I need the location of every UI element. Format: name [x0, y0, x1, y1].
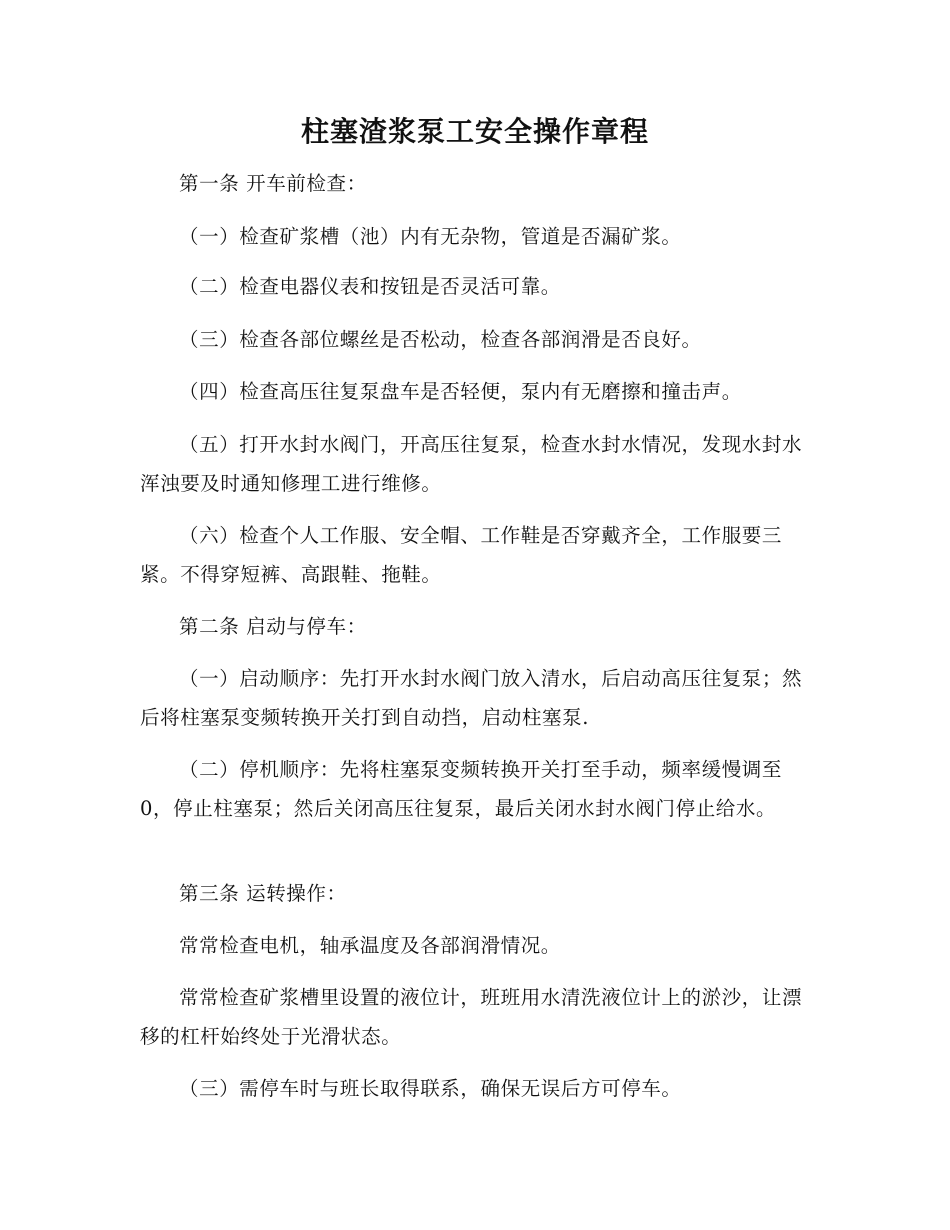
paragraph: （一）启动顺序：先打开水封水阀门放入清水，后启动高压往复泵；然后将柱塞泵变频转换开关打到自动挡，启动柱塞泵.	[140, 667, 803, 729]
section-heading-3: 第三条 运转操作：	[179, 882, 347, 905]
paragraph: （一）检查矿浆槽（池）内有无杂物，管道是否漏矿浆。	[179, 225, 682, 248]
paragraph: （三）需停车时与班长取得联系，确保无误后方可停车。	[179, 1077, 682, 1100]
section-heading-2: 第二条 启动与停车：	[179, 615, 367, 638]
section-heading-1: 第一条 开车前检查：	[179, 172, 367, 195]
paragraph: 常常检查矿浆槽里设置的液位计，班班用水清洗液位计上的淤沙，让漂移的杠杆始终处于光滑状态。	[140, 986, 803, 1048]
paragraph: （五）打开水封水阀门，开高压往复泵，检查水封水情况，发现水封水浑浊要及时通知修理工进行维修。	[140, 433, 803, 495]
paragraph: （三）检查各部位螺丝是否松动，检查各部润滑是否良好。	[179, 328, 702, 351]
paragraph: 常常检查电机，轴承温度及各部润滑情况。	[179, 934, 561, 957]
paragraph: （二）停机顺序：先将柱塞泵变频转换开关打至手动，频率缓慢调至0，停止柱塞泵；然后关闭高压往复泵，最后关闭水封水阀门停止给水。	[140, 758, 783, 820]
paragraph: （二）检查电器仪表和按钮是否灵活可靠。	[179, 275, 561, 298]
paragraph: （六）检查个人工作服、安全帽、工作鞋是否穿戴齐全，工作服要三紧。不得穿短裤、高跟鞋、拖鞋。	[140, 524, 783, 586]
document-title: 柱塞渣浆泵工安全操作章程	[300, 115, 649, 148]
paragraph: （四）检查高压往复泵盘车是否轻便，泵内有无磨擦和撞击声。	[179, 380, 742, 403]
